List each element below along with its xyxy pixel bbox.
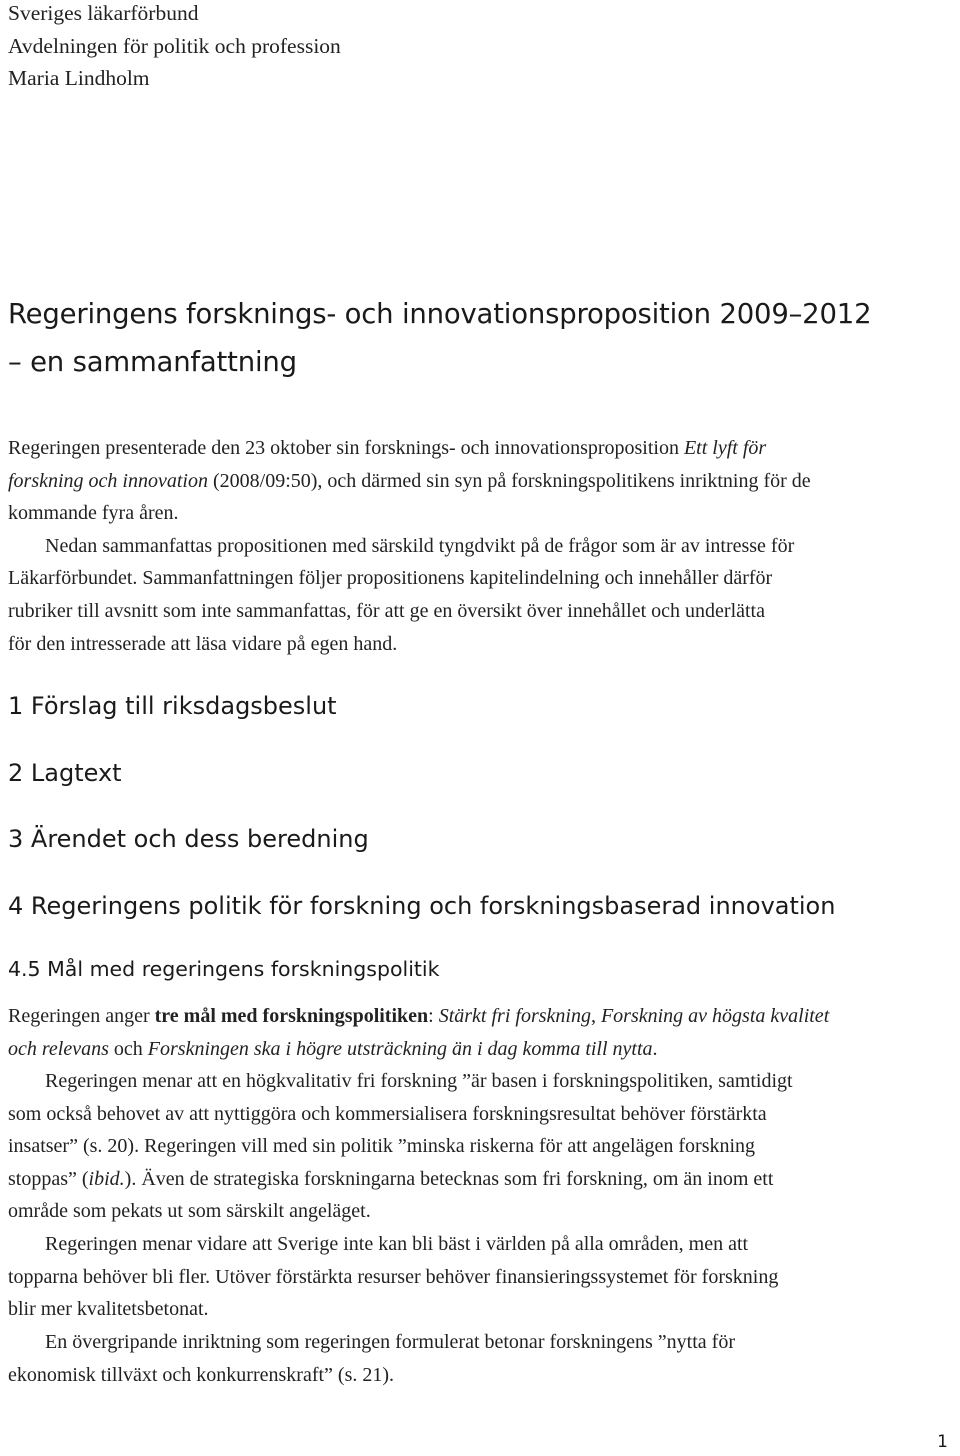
intro-line: för den intresserade att läsa vidare på egen hand. xyxy=(8,632,398,655)
intro-text: (2008/09:50), och därmed sin syn på forskningspolitikens inriktning för de xyxy=(207,469,811,492)
goals-paragraph xyxy=(8,1000,958,1065)
document-title-line-2: – en sammanfattning xyxy=(8,346,297,378)
proposition-title-part-2: forskning och innovation xyxy=(8,469,208,492)
goals-text: Regeringen anger xyxy=(8,1005,155,1027)
document-title xyxy=(8,290,871,386)
intro-paragraph xyxy=(8,432,958,660)
body-text: stoppas” ( xyxy=(8,1167,89,1190)
goals-line xyxy=(8,1000,958,1033)
body-text: ). Även de strategiska forskningarna betecknas som fri forskning, om än inom ett xyxy=(124,1167,774,1190)
body-line: insatser” (s. 20). Regeringen vill med sin politik ”minska riskerna för att angelägen forskning xyxy=(8,1135,756,1158)
body-line xyxy=(8,1163,958,1196)
goals-text: och xyxy=(108,1037,148,1060)
section-heading-4: 4 Regeringens politik för forskning och forskningsbaserad innovation xyxy=(8,892,836,920)
intro-text: Regeringen presenterade den 23 oktober sin forsknings- och innovationsproposition xyxy=(8,437,684,459)
goal-1: Stärkt fri forskning xyxy=(438,1005,591,1027)
page-number: 1 xyxy=(937,1432,948,1452)
body-line: som också behovet av att nyttiggöra och kommersialisera forskningsresultat behöver förstärkta xyxy=(8,1102,767,1125)
goals-emphasis: tre mål med forskningspolitiken xyxy=(154,1005,429,1027)
document-title-line-1: Regeringens forsknings- och innovationsproposition 2009–2012 xyxy=(8,298,872,330)
intro-line xyxy=(8,432,958,465)
goals-text: : xyxy=(428,1005,439,1027)
intro-line: kommande fyra åren. xyxy=(8,502,179,525)
proposition-title-part-1: Ett lyft för xyxy=(683,437,767,459)
body-line: ekonomisk tillväxt och konkurrenskraft” (s. 21). xyxy=(8,1363,395,1386)
section-heading-1: 1 Förslag till riksdagsbeslut xyxy=(8,692,337,720)
paragraph-nytta xyxy=(8,1326,958,1391)
body-line: Regeringen menar vidare att Sverige inte kan bli bäst i världen på alla områden, men att xyxy=(45,1233,749,1255)
paragraph-fri-forskning xyxy=(8,1065,958,1228)
intro-line: Nedan sammanfattas propositionen med särskild tyngdvikt på de frågor som är av intresse för xyxy=(45,534,795,557)
intro-line xyxy=(8,465,958,498)
body-line: topparna behöver bli fler. Utöver förstärkta resurser behöver finansieringssystemet för forskning xyxy=(8,1265,779,1288)
intro-line: Läkarförbundet. Sammanfattningen följer propositionens kapitelindelning och innehåller därför xyxy=(8,567,773,590)
letter-header xyxy=(8,0,341,95)
subsection-heading-4-5: 4.5 Mål med regeringens forskningspolitik xyxy=(8,957,440,981)
paragraph-toppar xyxy=(8,1228,958,1326)
goal-2-part-1: Forskning av högsta kvalitet xyxy=(600,1005,830,1027)
department-name: Avdelningen för politik och profession xyxy=(8,33,341,58)
section-heading-2: 2 Lagtext xyxy=(8,759,122,787)
section-heading-3: 3 Ärendet och dess beredning xyxy=(8,825,369,853)
body-line: Regeringen menar att en högkvalitativ fri forskning ”är basen i forskningspolitiken, samtidigt xyxy=(45,1070,793,1092)
body-line: blir mer kvalitetsbetonat. xyxy=(8,1298,209,1321)
goals-line xyxy=(8,1033,958,1066)
intro-line: rubriker till avsnitt som inte sammanfattas, för att ge en översikt över innehållet och underlätta xyxy=(8,599,765,622)
goals-text: , xyxy=(590,1005,601,1027)
goals-text: . xyxy=(652,1037,658,1060)
author-name: Maria Lindholm xyxy=(8,66,150,90)
body-line: område som pekats ut som särskilt angeläget. xyxy=(8,1200,371,1223)
organization-name: Sveriges läkarförbund xyxy=(8,1,199,25)
body-line: En övergripande inriktning som regeringen formulerat betonar forskningens ”nytta för xyxy=(45,1331,735,1353)
citation-ibid: ibid. xyxy=(88,1167,125,1190)
goal-3: Forskningen ska i högre utsträckning än i dag komma till nytta xyxy=(147,1037,653,1060)
goal-2-part-2: och relevans xyxy=(8,1037,109,1060)
